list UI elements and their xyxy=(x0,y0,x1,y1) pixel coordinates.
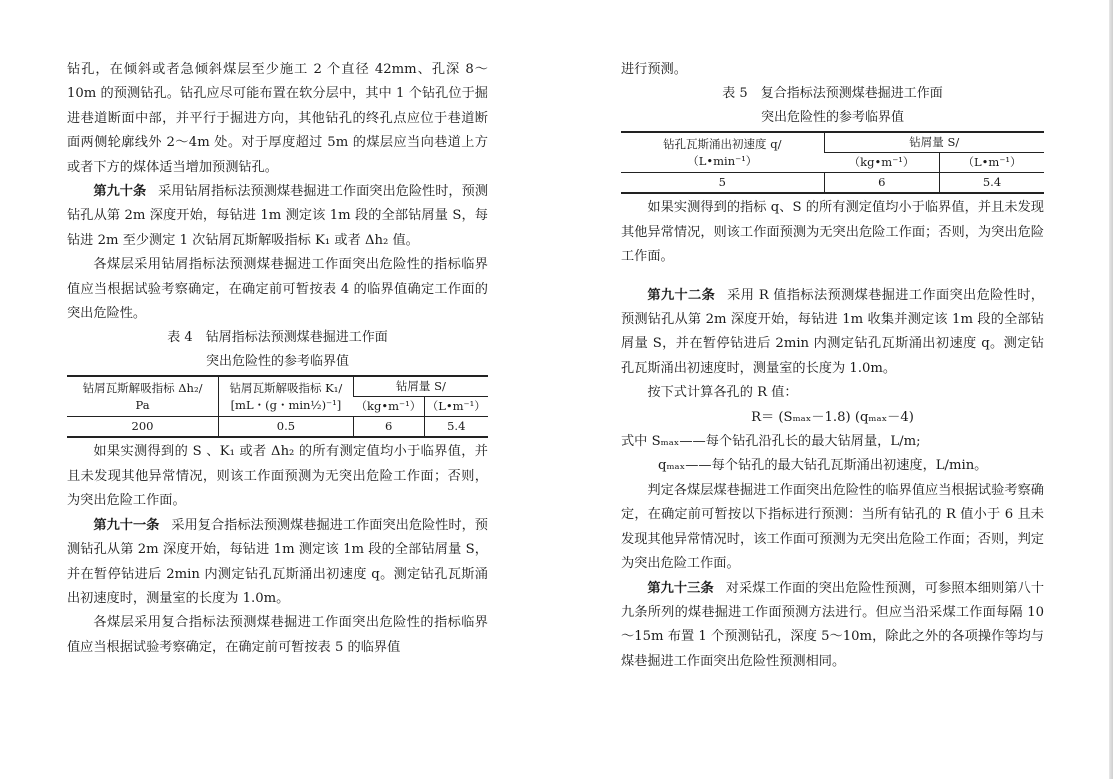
article-92-text: 采用 R 值指标法预测煤巷掘进工作面突出危险性时，预测钻孔从第 2m 深度开始，每钻进 1m 收集并测定该 1m 段的全部钻屑量 S，并在暂停钻进后 2min 内测定钻孔瓦斯涌出初速度 q。测定钻孔瓦斯涌出初速度时，测量室的长度为 1.0m。 xyxy=(621,287,1044,376)
article-93-text: 对采煤工作面的突出危险性预测，可参照本细则第八十九条所列的煤巷掘进工作面预测方法进行。但应当沿采煤工作面每隔 10～15m 布置 1 个预测钻孔，深度 5～10m，除此之外的各项操作等均与煤巷掘进工作面突出危险性预测相同。 xyxy=(621,580,1045,669)
table5-value-s-kg: 6 xyxy=(824,173,939,194)
page-edge xyxy=(1109,0,1113,779)
table4-header-k1-label: 钻屑瓦斯解吸指标 K₁/ xyxy=(229,380,343,395)
r-value-formula: R＝ (Sₘₐₓ－1.8) (qₘₐₓ－4) xyxy=(751,409,914,425)
definition-smax: 式中 Sₘₐₓ——每个钻孔沿孔长的最大钻屑量，L/m; xyxy=(621,434,921,450)
paragraph-continuation: 进行预测。 xyxy=(621,62,687,77)
table5-header-q xyxy=(621,132,824,173)
table5-value-q: 5 xyxy=(621,173,824,194)
article-92 xyxy=(621,284,1044,382)
article-93-title: 第九十三条 xyxy=(647,580,714,596)
table5-value-s-l: 5.4 xyxy=(940,173,1044,194)
table4-caption-line2: 突出危险性的参考临界值 xyxy=(205,354,349,370)
paragraph-r-criteria: 判定各煤层煤巷掘进工作面突出危险性的临界值应当根据试验考察确定，在确定前可暂按以下指标进行预测：当所有钻孔的 R 值小于 6 且未发现其他异常情况时，该工作面可预测为无突出危险工作面；否则，判定为突出危险工作面。 xyxy=(621,482,1044,572)
paragraph-table4-result: 如果实测得到的 S 、K₁ 或者 Δh₂ 的所有测定值均小于临界值，并且未发现其他异常情况，则该工作面预测为无突出危险工作面；否则，为突出危险工作面。 xyxy=(67,444,488,509)
table4-caption-line1: 表 4 钻屑指标法预测煤巷掘进工作面 xyxy=(167,330,388,346)
article-90 xyxy=(67,180,488,253)
table4-header-dh2 xyxy=(67,376,219,417)
table5-header-s-kg: （kg•m⁻¹） xyxy=(824,153,939,173)
right-column xyxy=(621,58,1044,674)
table-5 xyxy=(621,131,1044,194)
article-92-title: 第九十二条 xyxy=(647,287,716,303)
paragraph-table4-intro: 各煤层采用钻屑指标法预测煤巷掘进工作面突出危险性的指标临界值应当根据试验考察确定，在确定前可暂按表 4 的临界值确定工作面的突出危险性。 xyxy=(67,257,488,322)
table4-header-s-kg: （kg•m⁻¹） xyxy=(353,397,424,417)
article-91-text: 采用复合指标法预测煤巷掘进工作面突出危险性时，预测钻孔从第 2m 深度开始，每钻进 1m 测定该 1m 段的全部钻屑量 S，并在暂停钻进后 2min 内测定钻孔瓦斯涌出初速度 q。测定钻孔瓦斯涌出初速度时，测量室的长度为 1.0m。 xyxy=(67,517,488,606)
table4-value-k1: 0.5 xyxy=(219,417,354,438)
article-90-text: 采用钻屑指标法预测煤巷掘进工作面突出危险性时，预测钻孔从第 2m 深度开始，每钻进 1m 测定该 1m 段的全部钻屑量 S，每钻进 2m 至少测定 1 次钻屑瓦斯解吸指标 K₁ 或者 Δh₂ 值。 xyxy=(67,184,489,248)
paragraph-r-formula-intro: 按下式计算各孔的 R 值： xyxy=(647,385,798,401)
table4-header-s-l: （L•m⁻¹） xyxy=(424,397,488,417)
article-91-title: 第九十一条 xyxy=(93,517,160,533)
table5-header-s-l: （L•m⁻¹） xyxy=(940,153,1044,173)
paragraph-drilling: 钻孔，在倾斜或者急倾斜煤层至少施工 2 个直径 42mm、孔深 8～10m 的预测钻孔。钻孔应尽可能布置在软分层中，其中 1 个钻孔位于掘进巷道断面中部，并平行于掘进方向，其他钻孔的终孔点应位于巷道断面两侧轮廓线外 2～4m 处。对于厚度超过 5m 的煤层应当向巷道上方或者下方的煤体适当增加预测钻孔。 xyxy=(67,62,488,175)
table4-value-dh2: 200 xyxy=(67,417,219,438)
table5-caption-line2: 突出危险性的参考临界值 xyxy=(760,110,904,126)
paragraph-table5-intro: 各煤层采用复合指标法预测煤巷掘进工作面突出危险性的指标临界值应当根据试验考察确定，在确定前可暂按表 5 的临界值 xyxy=(67,615,488,655)
table4-value-s-kg: 6 xyxy=(353,417,424,438)
table5-header-q-unit: （L•min⁻¹） xyxy=(687,153,758,168)
article-90-title: 第九十条 xyxy=(93,184,147,200)
table-4 xyxy=(67,375,488,438)
table4-header-dh2-label: 钻屑瓦斯解吸指标 Δh₂/ xyxy=(82,380,203,395)
table4-header-s: 钻屑量 S/ xyxy=(353,376,488,397)
table-row xyxy=(621,173,1044,194)
article-93 xyxy=(621,577,1044,675)
table4-header-k1-unit: [mL・(g・min½)⁻¹] xyxy=(230,397,342,412)
paragraph-table5-result: 如果实测得到的指标 q、S 的所有测定值均小于临界值，并且未发现其他异常情况，则该工作面预测为无突出危险工作面；否则，为突出危险工作面。 xyxy=(621,200,1044,265)
table4-value-s-l: 5.4 xyxy=(424,417,488,438)
left-column xyxy=(67,58,488,660)
table4-header-k1 xyxy=(219,376,354,417)
table5-header-q-label: 钻孔瓦斯涌出初速度 q/ xyxy=(663,136,782,151)
spacer xyxy=(621,270,1044,284)
table5-header-s: 钻屑量 S/ xyxy=(824,132,1044,153)
table5-caption-line1: 表 5 复合指标法预测煤巷掘进工作面 xyxy=(722,86,943,102)
article-91 xyxy=(67,514,488,612)
table4-header-dh2-unit: Pa xyxy=(135,397,150,412)
definition-qmax: qₘₐₓ——每个钻孔的最大钻孔瓦斯涌出初速度，L/min。 xyxy=(658,458,988,474)
table-row xyxy=(67,417,488,438)
